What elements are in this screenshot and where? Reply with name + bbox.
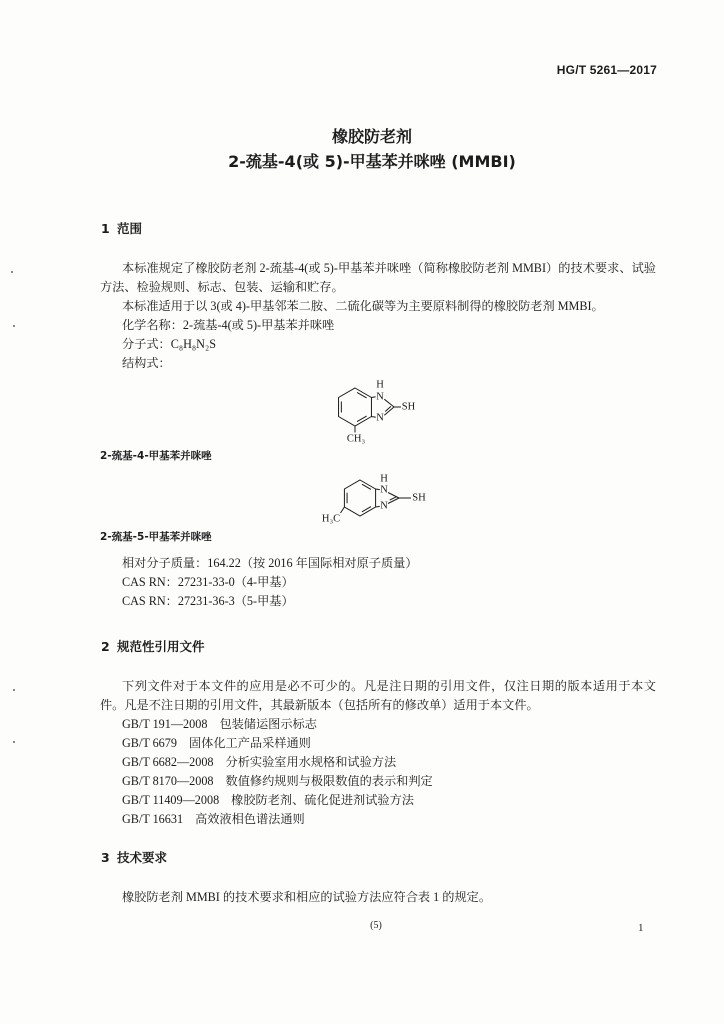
- reference-code: GB/T 191—2008: [122, 716, 208, 731]
- document-subtitle: 2-巯基-4(或 5)-甲基苯并咪唑 (MMBI): [228, 152, 516, 171]
- reference-title: 数值修约规则与极限数值的表示和判定: [225, 773, 433, 788]
- atom-n-top: N: [380, 484, 388, 496]
- standard-number: HG/T 5261—2017: [556, 63, 657, 77]
- bond: [376, 506, 380, 507]
- atom-n-bottom: N: [380, 500, 388, 512]
- section-heading-scope: [101, 221, 142, 237]
- scan-speck: [13, 325, 15, 327]
- atom-h: H: [380, 473, 388, 485]
- section-number: 1: [101, 221, 110, 236]
- reference-code: GB/T 6679: [122, 735, 177, 750]
- structure-caption: 2-巯基-5-甲基苯并咪唑: [100, 531, 212, 544]
- bond: [388, 498, 399, 504]
- section-number: 2: [101, 639, 110, 654]
- reference-code: GB/T 8170—2008: [122, 773, 214, 788]
- scan-speck: [13, 741, 15, 743]
- atom-n-top: N: [376, 391, 384, 403]
- double-bond: [362, 507, 371, 512]
- section-title: 技术要求: [117, 850, 168, 865]
- reference-item: [100, 810, 656, 829]
- page-number: 1: [638, 922, 644, 934]
- molecular-weight: 相对分子质量：164.22（按 2016 年国际相对原子质量）: [122, 555, 418, 570]
- document-title: 橡胶防老剂: [331, 127, 412, 146]
- structure-5-methyl: [300, 470, 435, 528]
- bond: [371, 417, 375, 418]
- reference-item: [100, 753, 656, 772]
- atom-sh: SH: [401, 401, 416, 413]
- section-title: 规范性引用文件: [117, 639, 205, 654]
- ring-bonds: [339, 388, 372, 426]
- folio-number: (5): [370, 920, 382, 931]
- property-list: [100, 554, 656, 611]
- reference-item: [100, 734, 656, 753]
- section-body-requirements: [100, 888, 656, 907]
- structure-4-methyl: [300, 373, 430, 447]
- cas-number-5-methyl: CAS RN：27231-36-3（5-甲基）: [122, 593, 294, 608]
- atom-methyl: H₃C: [321, 513, 341, 525]
- atom-n-bottom: N: [376, 412, 384, 424]
- methyl-bond: [341, 507, 345, 513]
- reference-title: 分析实验室用水规格和试验方法: [225, 754, 397, 769]
- section-title: 范围: [117, 221, 143, 236]
- scope-paragraph: 本标准规定了橡胶防老剂 2-巯基-4(或 5)-甲基苯并咪唑（简称橡胶防老剂 MMBI）的技术要求、试验方法、检验规则、标志、包装、运输和贮存。: [100, 260, 656, 294]
- section-body-references: [100, 677, 656, 830]
- bond: [376, 489, 380, 490]
- double-bond: [362, 484, 371, 489]
- section-heading-normative-references: [101, 639, 205, 655]
- structure-label: 结构式：: [122, 355, 171, 370]
- chemical-name: 化学名称：2-巯基-4(或 5)-甲基苯并咪唑: [122, 317, 335, 332]
- section-body-scope: [100, 259, 656, 611]
- double-bond: [357, 416, 367, 422]
- scan-speck: [13, 689, 15, 691]
- scan-speck: [11, 271, 13, 273]
- section-number: 3: [101, 850, 110, 865]
- atom-sh: SH: [412, 492, 426, 504]
- reference-code: GB/T 16631: [122, 812, 184, 827]
- reference-title: 高效液相色谱法通则: [195, 812, 305, 827]
- reference-title: 包装储运图示标志: [219, 716, 317, 731]
- reference-code: GB/T 11409—2008: [122, 793, 220, 808]
- structure-caption: 2-巯基-4-甲基苯并咪唑: [100, 450, 212, 463]
- atom-h: H: [376, 379, 384, 391]
- reference-item: [100, 715, 656, 734]
- bond: [384, 399, 394, 407]
- reference-item: [100, 791, 656, 810]
- double-bond: [357, 392, 367, 398]
- reference-title: 固体化工产品采样通则: [188, 735, 311, 750]
- benzene-ring: [344, 480, 375, 516]
- bond: [371, 397, 375, 398]
- cas-number-4-methyl: CAS RN：27231-33-0（4-甲基）: [122, 574, 294, 589]
- reference-item: [100, 772, 656, 791]
- molecular-formula: 分子式：C₈H₈N₂S: [122, 336, 217, 351]
- bond: [388, 493, 399, 499]
- applicability-paragraph: 本标准适用于以 3(或 4)-甲基邻苯二胺、二硫化碳等为主要原料制得的橡胶防老剂 MMBI。: [122, 298, 604, 313]
- ring-bonds: [344, 480, 375, 516]
- references-intro: 下列文件对于本文件的应用是必不可少的。凡是注日期的引用文件，仅注日期的版本适用于本文件。凡是不注日期的引用文件，其最新版本（包括所有的修改单）适用于本文件。: [100, 678, 656, 712]
- reference-title: 橡胶防老剂、硫化促进剂试验方法: [231, 793, 414, 808]
- requirements-paragraph: 橡胶防老剂 MMBI 的技术要求和相应的试验方法应符合表 1 的规定。: [122, 889, 492, 904]
- benzene-ring: [339, 388, 372, 426]
- section-heading-technical-requirements: [101, 850, 167, 866]
- reference-code: GB/T 6682—2008: [122, 754, 214, 769]
- atom-methyl: CH₃: [346, 433, 366, 445]
